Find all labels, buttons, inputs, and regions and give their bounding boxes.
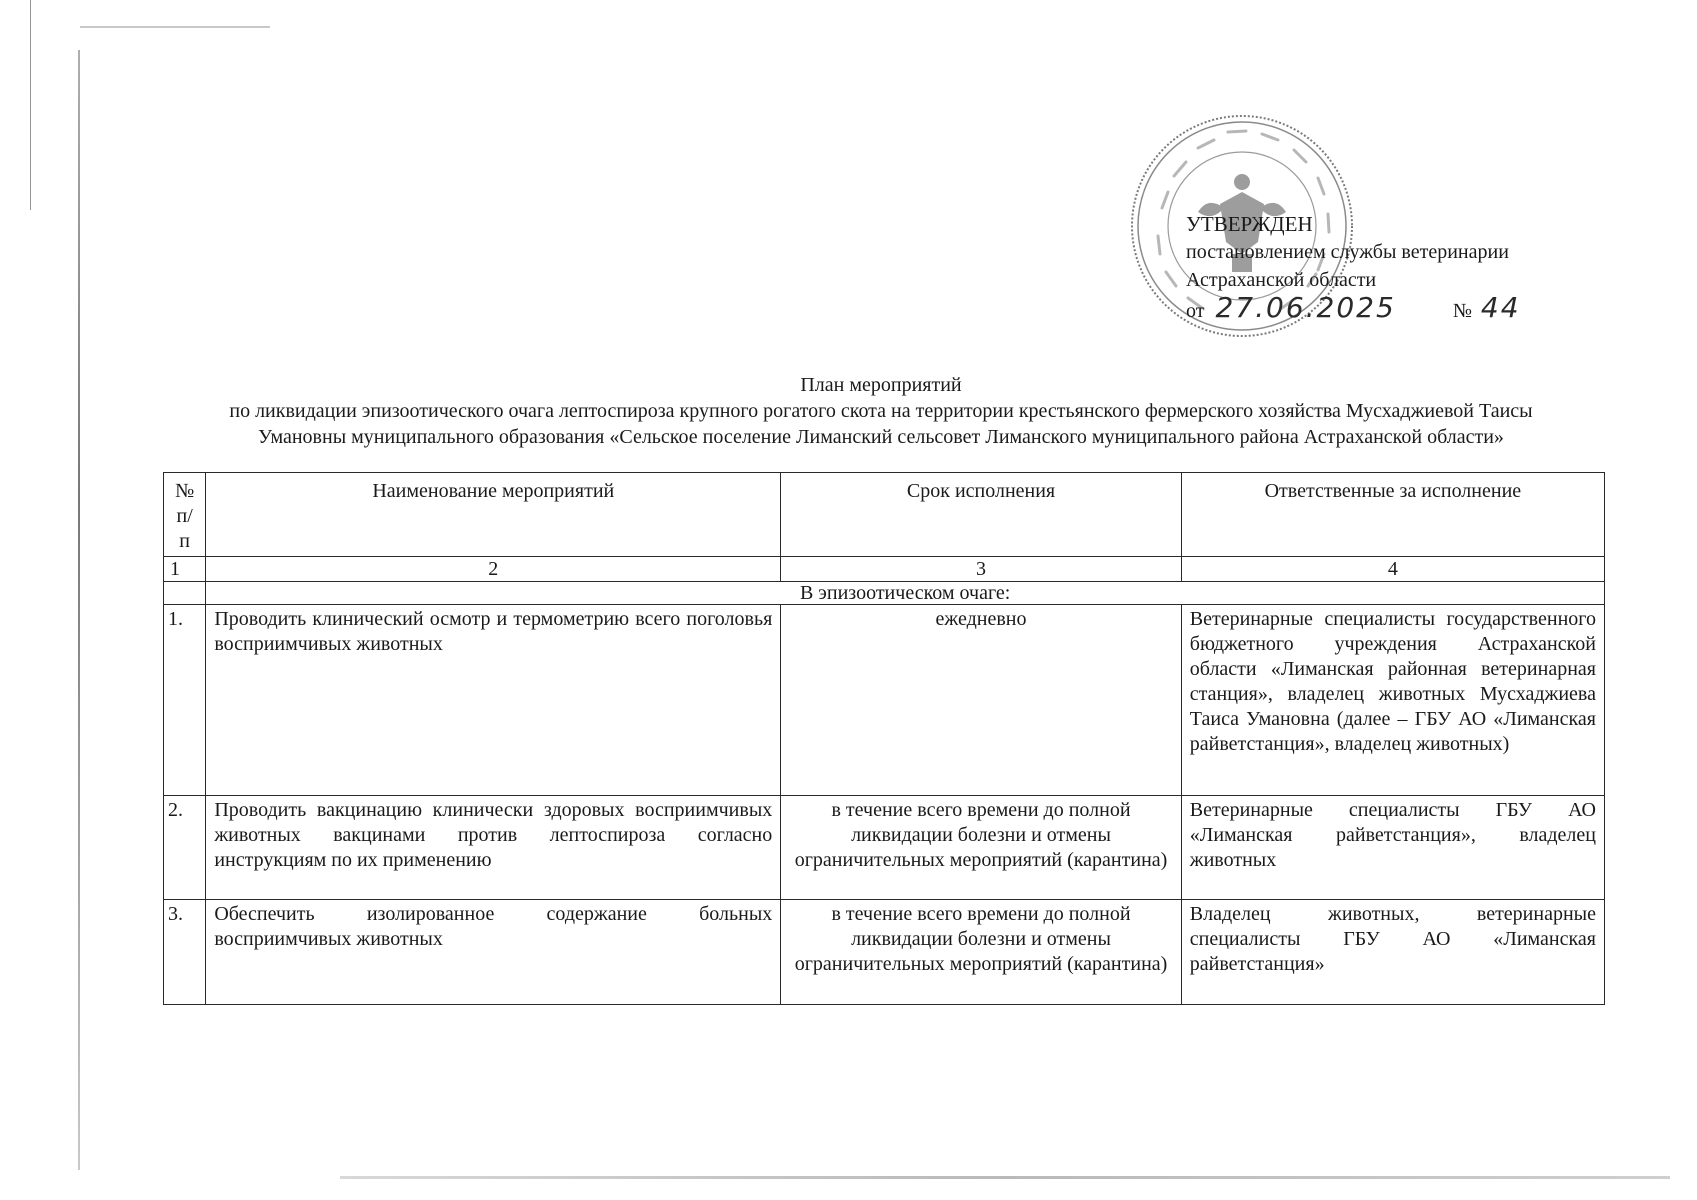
table-index-row [164, 557, 1605, 582]
approval-line-2: Астраханской области [1186, 269, 1377, 291]
index-cell: 3 [781, 557, 1182, 582]
row-term: в течение всего времени до полной ликвидации болезни и отмены ограничительных мероприятий (карантина) [781, 900, 1182, 1005]
plan-title: План мероприятий [800, 374, 962, 396]
index-cell: 1 [164, 557, 206, 582]
approval-line-1: постановлением службы ветеринарии [1186, 241, 1509, 263]
row-term: в течение всего времени до полной ликвидации болезни и отмены ограничительных мероприятий (карантина) [781, 796, 1182, 900]
date-prefix: от [1186, 300, 1205, 322]
document-heading [195, 372, 1567, 450]
handwritten-number: 44 [1480, 291, 1521, 324]
row-name: Проводить вакцинацию клинически здоровых восприимчивых животных вакцинами против лептоспироза согласно инструкциям по их применению [206, 796, 781, 900]
table-row [164, 900, 1605, 1005]
scan-edge-bottom [340, 1176, 1670, 1179]
row-responsible: Владелец животных, ветеринарные специалисты ГБУ АО «Лиманская райветстанция» [1181, 900, 1604, 1005]
plan-table [163, 472, 1605, 1005]
scan-edge-top [80, 26, 270, 28]
scan-edge-left [78, 50, 80, 1170]
table-row [164, 605, 1605, 796]
approval-title: УТВЕРЖДЕН [1186, 212, 1313, 236]
table-section-row [164, 582, 1605, 605]
row-num: 3. [164, 900, 206, 1005]
header-term: Срок исполнения [781, 473, 1182, 557]
header-num: № п/п [164, 473, 206, 557]
number-prefix: № [1452, 300, 1472, 322]
table-row [164, 796, 1605, 900]
header-name: Наименование мероприятий [206, 473, 781, 557]
row-responsible: Ветеринарные специалисты государственного бюджетного учреждения Астраханской области «Лиманская районная ветеринарная станция», владелец животных Мусхаджиева Таиса Умановна (далее – ГБУ АО «Лиманская райветстанция», владелец животных) [1181, 605, 1604, 796]
row-name: Проводить клинический осмотр и термометрию всего поголовья восприимчивых животных [206, 605, 781, 796]
section-empty-cell [164, 582, 206, 605]
row-responsible: Ветеринарные специалисты ГБУ АО «Лиманская райветстанция», владелец животных [1181, 796, 1604, 900]
approval-date-row [1186, 291, 1521, 325]
plan-subtitle: по ликвидации эпизоотического очага лептоспироза крупного рогатого скота на территории крестьянского фермерского хозяйства Мусхаджиевой Таисы Умановны муниципального образования «Сельское поселение Лиманский сельсовет Лиманского муниципального района Астраханской области» [229, 400, 1533, 448]
index-cell: 2 [206, 557, 781, 582]
index-cell: 4 [1181, 557, 1604, 582]
handwritten-date: 27.06.2025 [1215, 291, 1396, 324]
row-num: 1. [164, 605, 206, 796]
header-responsible: Ответственные за исполнение [1181, 473, 1604, 557]
section-title: В эпизоотическом очаге: [206, 582, 1605, 605]
row-name: Обеспечить изолированное содержание больных восприимчивых животных [206, 900, 781, 1005]
scan-edge-left-outer [30, 0, 31, 210]
row-term: ежедневно [781, 605, 1182, 796]
table-header-row [164, 473, 1605, 557]
approval-block [1186, 210, 1521, 325]
row-num: 2. [164, 796, 206, 900]
